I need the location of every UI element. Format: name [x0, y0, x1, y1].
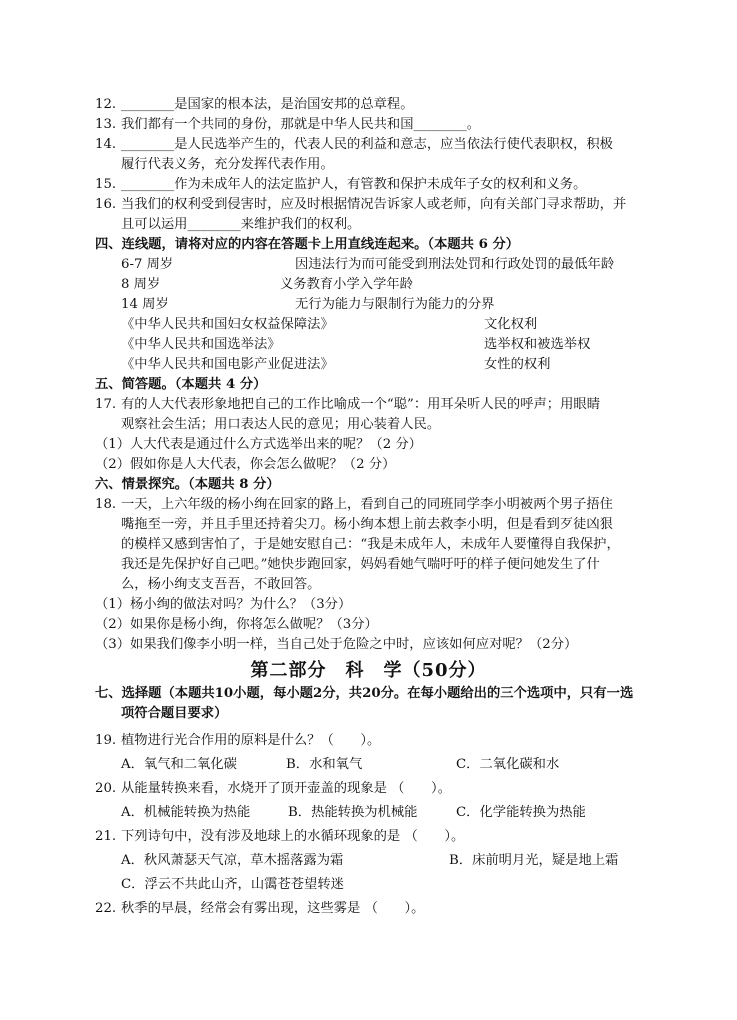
part-2-title: 第二部分 科 学（50分）: [250, 660, 487, 681]
option-b: B．水和氧气: [286, 757, 363, 772]
match-right-5: 选举权和被选举权: [484, 337, 591, 352]
question-18-line-3: 的模样又感到害怕了，于是她安慰自己：“我是未成年人，未成年人要懂得自我保护，: [121, 537, 620, 552]
question-17-cont: 观察社会生活；用口表达人民的意见；用心装着人民。: [121, 417, 441, 432]
match-left-4: 《中华人民共和国妇女权益保障法》: [121, 317, 334, 332]
question-21-option-c: C．浮云不共此山齐，山霭苍苍望转迷: [121, 877, 344, 892]
section-7-header: 七、选择题（本题共10小题，每小题2分，共20分。在每小题给出的三个选项中，只有一选: [95, 686, 634, 701]
option-a: A．机械能转换为热能: [121, 805, 251, 820]
question-21-option-a: A．秋风萧瑟天气凉，草木摇落露为霜: [121, 853, 344, 868]
match-right-6: 女性的权利: [484, 357, 551, 372]
match-left-2: 8 周岁: [121, 277, 161, 292]
match-right-2: 义务教育小学入学年龄: [280, 277, 413, 292]
question-13: 13. 我们都有一个共同的身份，那就是中华人民共和国________。: [95, 117, 481, 132]
section-4-header: 四、连线题，请将对应的内容在答题卡上用直线连起来。（本题共 6 分）: [95, 237, 520, 252]
match-left-1: 6-7 周岁: [121, 257, 174, 272]
question-21-option-b: B．床前明月光，疑是地上霜: [449, 853, 619, 868]
question-14-cont: 履行代表义务，充分发挥代表作用。: [121, 157, 334, 172]
question-12: 12. ________是国家的根本法，是治国安邦的总章程。: [95, 97, 414, 112]
question-19-options: [121, 757, 559, 773]
question-18-line-5: 么，杨小绚支支吾吾，不敢回答。: [121, 577, 321, 592]
match-right-4: 文化权利: [484, 317, 538, 332]
option-c: C．化学能转换为热能: [456, 805, 586, 820]
match-left-3: 14 周岁: [121, 297, 169, 312]
question-18-sub-1: （1）杨小绚的做法对吗？为什么？（3分）: [95, 597, 352, 612]
question-17-sub-2: （2）假如你是人大代表，你会怎么做呢？（2 分）: [95, 457, 396, 472]
section-5-header: 五、简答题。（本题共 4 分）: [95, 377, 267, 392]
question-17: 17. 有的人大代表形象地把自己的工作比喻成一个“聪”：用耳朵听人民的呼声；用眼睛: [95, 397, 600, 412]
question-15: 15. ________作为未成年人的法定监护人，有管教和保护未成年子女的权利和义务。: [95, 177, 587, 192]
match-right-3: 无行为能力与限制行为能力的分界: [295, 297, 495, 312]
question-14: 14. ________是人民选举产生的，代表人民的利益和意志，应当依法行使代表职权，积极: [95, 137, 613, 152]
match-left-6: 《中华人民共和国电影产业促进法》: [121, 357, 334, 372]
question-20: 20. 从能量转换来看，水烧开了顶开壶盖的现象是 （ ）。: [95, 781, 451, 796]
option-b: B．热能转换为机械能: [288, 805, 418, 820]
question-16-cont: 且可以运用________来维护我们的权利。: [121, 217, 361, 232]
option-a: A．氧气和二氧化碳: [121, 757, 237, 772]
question-18-sub-2: （2）如果你是杨小绚，你将怎么做呢？（3分）: [95, 617, 378, 632]
match-left-5: 《中华人民共和国选举法》: [121, 337, 281, 352]
option-c: C．二氧化碳和水: [456, 757, 560, 772]
section-6-header: 六、情景探究。（本题共 8 分）: [95, 477, 280, 492]
question-19: 19. 植物进行光合作用的原料是什么？（ ）。: [95, 733, 381, 748]
question-17-sub-1: （1）人大代表是通过什么方式选举出来的呢？（2 分）: [95, 437, 422, 452]
question-21: 21. 下列诗句中，没有涉及地球上的水循环现象的是 （ ）。: [95, 829, 465, 844]
question-22: 22. 秋季的早晨，经常会有雾出现，这些雾是 （ ）。: [95, 901, 425, 916]
question-18-line-4: 我还是先保护好自己吧。”她快步跑回家，妈妈看她气喘吁吁的样子便问她发生了什: [121, 557, 600, 572]
question-20-options: [121, 805, 586, 821]
question-18-sub-3: （3）如果我们像李小明一样，当自己处于危险之中时，应该如何应对呢？（2分）: [95, 637, 578, 652]
question-16: 16. 当我们的权利受到侵害时，应及时根据情况告诉家人或老师，向有关部门寻求帮助，并: [95, 197, 627, 212]
question-18-line-2: 嘴拖至一旁，并且手里还持着尖刀。杨小绚本想上前去救李小明，但是看到歹徒凶狠: [121, 517, 613, 532]
question-18: 18. 一天，上六年级的杨小绚在回家的路上，看到自己的同班同学李小明被两个男子捂住: [95, 497, 613, 512]
section-7-header-cont: 项符合题目要求）: [121, 706, 228, 721]
match-right-1: 因违法行为而可能受到刑法处罚和行政处罚的最低年龄: [295, 257, 615, 272]
